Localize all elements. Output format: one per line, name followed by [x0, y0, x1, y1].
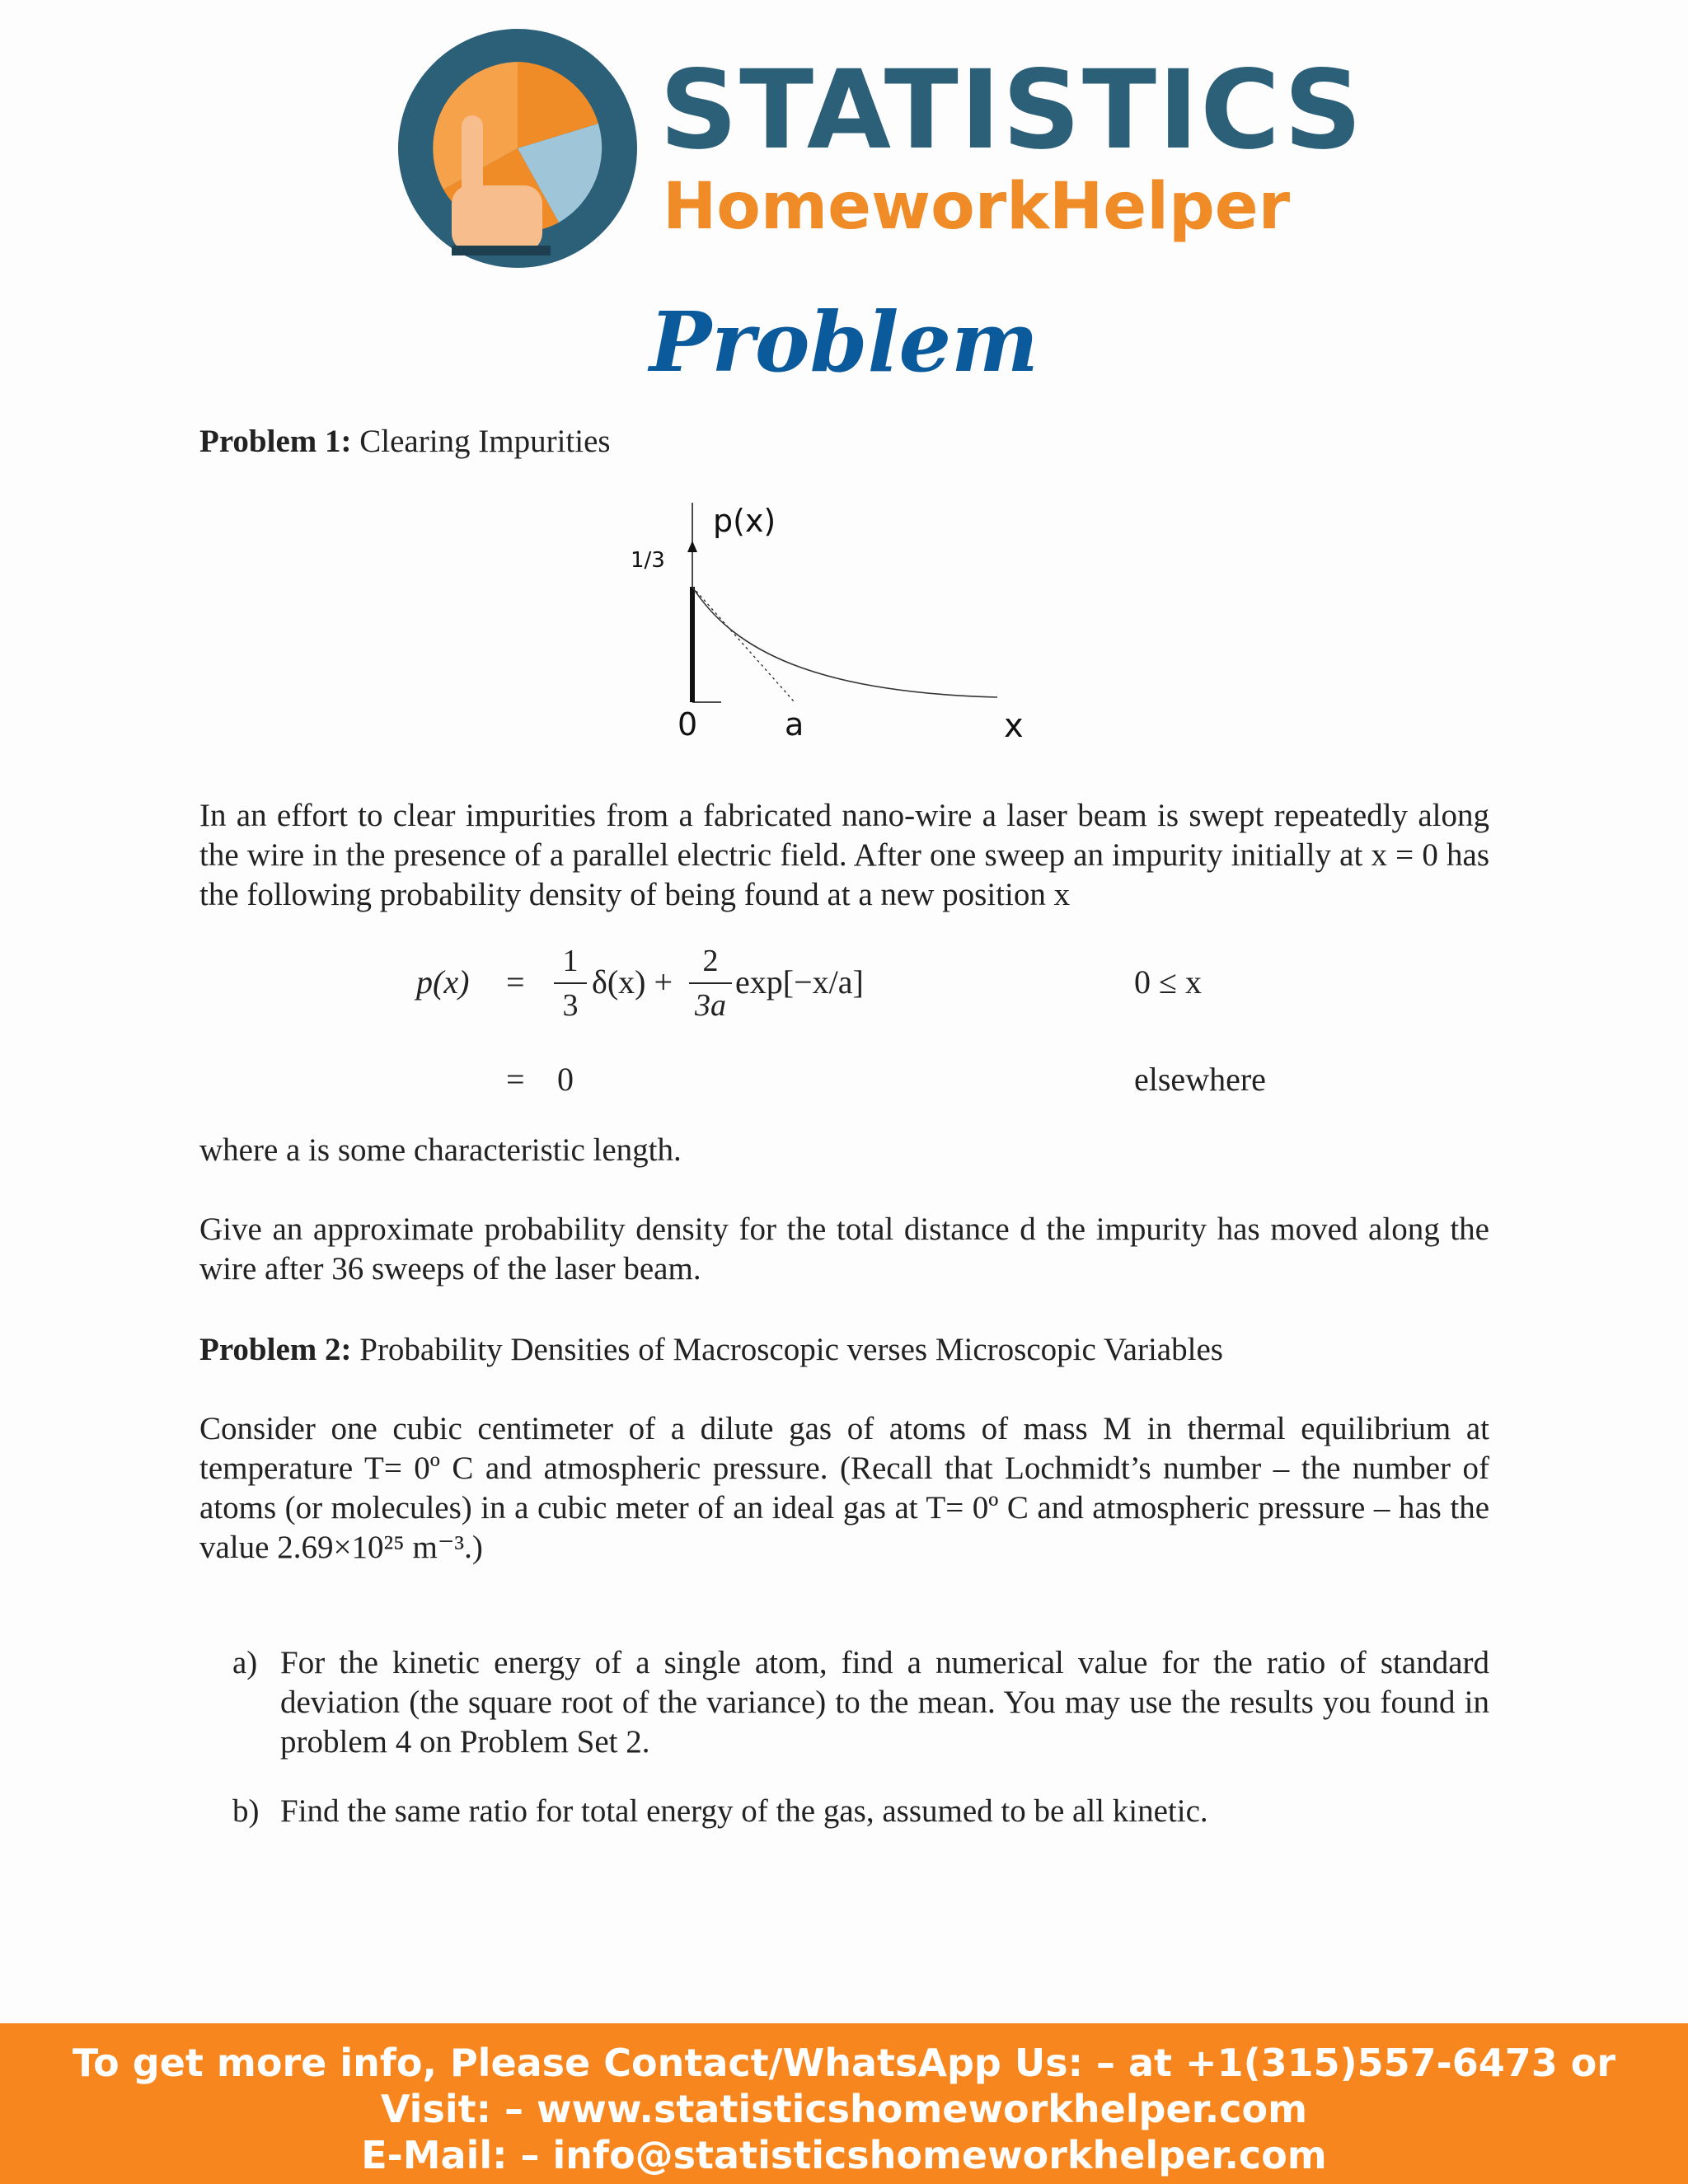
eq-lhs: p(x)	[416, 963, 470, 1001]
problem-1-label: Problem 1:	[199, 424, 352, 459]
eq-condition-2: elsewhere	[1134, 1061, 1266, 1098]
fraction-one-third	[554, 943, 587, 1024]
y-axis-label: p(x)	[713, 503, 776, 539]
brand-logo	[394, 25, 1364, 280]
x-mark-a-label: a	[785, 706, 804, 743]
eq-exp-term: exp[−x/a]	[735, 963, 864, 1001]
item-b-label: b)	[232, 1793, 260, 1829]
problem-2-item-a	[232, 1643, 1489, 1762]
probability-density-figure	[610, 494, 1071, 750]
y-axis-arrow-icon	[687, 541, 697, 552]
pie-chart-hand-icon	[394, 25, 641, 272]
x-axis-label: x	[1004, 707, 1024, 745]
footer-website-line[interactable]: Visit: – www.statisticshomeworkhelper.com	[380, 2087, 1308, 2131]
eq-condition-1: 0 ≤ x	[1134, 963, 1202, 1001]
problem-2-heading	[199, 1330, 1223, 1370]
frac2-denominator: 3a	[695, 988, 726, 1023]
frac2-numerator: 2	[702, 944, 719, 978]
eq-sign-1: =	[506, 963, 525, 1001]
y-tick-label: 1/3	[631, 548, 665, 573]
problem-1-question: Give an approximate probability density for the total distance d the impurity has moved along the wire after 36 sweeps of the laser beam.	[199, 1212, 1489, 1286]
item-a-label: a)	[232, 1645, 258, 1680]
footer-email-line[interactable]: E-Mail: – info@statisticshomeworkhelper.com	[361, 2133, 1327, 2177]
footer-contact-line: To get more info, Please Contact/WhatsApp Us: – at +1(315)557-6473 or	[72, 2041, 1616, 2085]
eq-sign-2: =	[506, 1061, 525, 1098]
problem-2-label: Problem 2:	[199, 1332, 352, 1367]
problem-2-intro: Consider one cubic centimeter of a dilute gas of atoms of mass M in thermal equilibrium at temperature T= 0º C and atmospheric pressure. (Recall that Lochmidt’s number – the number of atoms (or molecules) in a cubic meter of an ideal gas at T= 0º C and atmospheric pressure – has the value 2.69×10²⁵ m⁻³.)	[199, 1411, 1489, 1565]
frac1-numerator: 1	[562, 944, 579, 978]
problem-1-intro: In an effort to clear impurities from a fabricated nano-wire a laser beam is swept repeatedly along the wire in the presence of a parallel electric field. After one sweep an impurity initially at x = 0 has the following probability density of being found at a new position x	[199, 798, 1489, 912]
page-title: Problem	[649, 293, 1039, 391]
item-b-text: Find the same ratio for total energy of the gas, assumed to be all kinetic.	[280, 1793, 1208, 1829]
item-a-text: For the kinetic energy of a single atom, find a numerical value for the ratio of standard deviation (the square root of the variance) to the mean. You may use the results you found in problem 4 on Problem Set 2.	[280, 1645, 1489, 1760]
problem-2-title: Probability Densities of Macroscopic verses Microscopic Variables	[359, 1332, 1223, 1367]
contact-footer	[0, 2023, 1688, 2184]
eq-delta-term: δ(x) +	[592, 963, 673, 1001]
problem-1-heading	[199, 422, 611, 462]
brand-subtitle: HomeworkHelper	[663, 170, 1291, 244]
problem-2-item-b	[232, 1792, 1489, 1831]
fraction-two-over-3a	[689, 943, 732, 1024]
frac1-denominator: 3	[562, 988, 579, 1023]
x-origin-label: 0	[678, 706, 698, 743]
problem-1-where: where a is some characteristic length.	[199, 1132, 682, 1168]
brand-title: STATISTICS	[659, 47, 1364, 174]
eq-zero: 0	[557, 1061, 574, 1098]
problem-1-title: Clearing Impurities	[359, 424, 611, 459]
